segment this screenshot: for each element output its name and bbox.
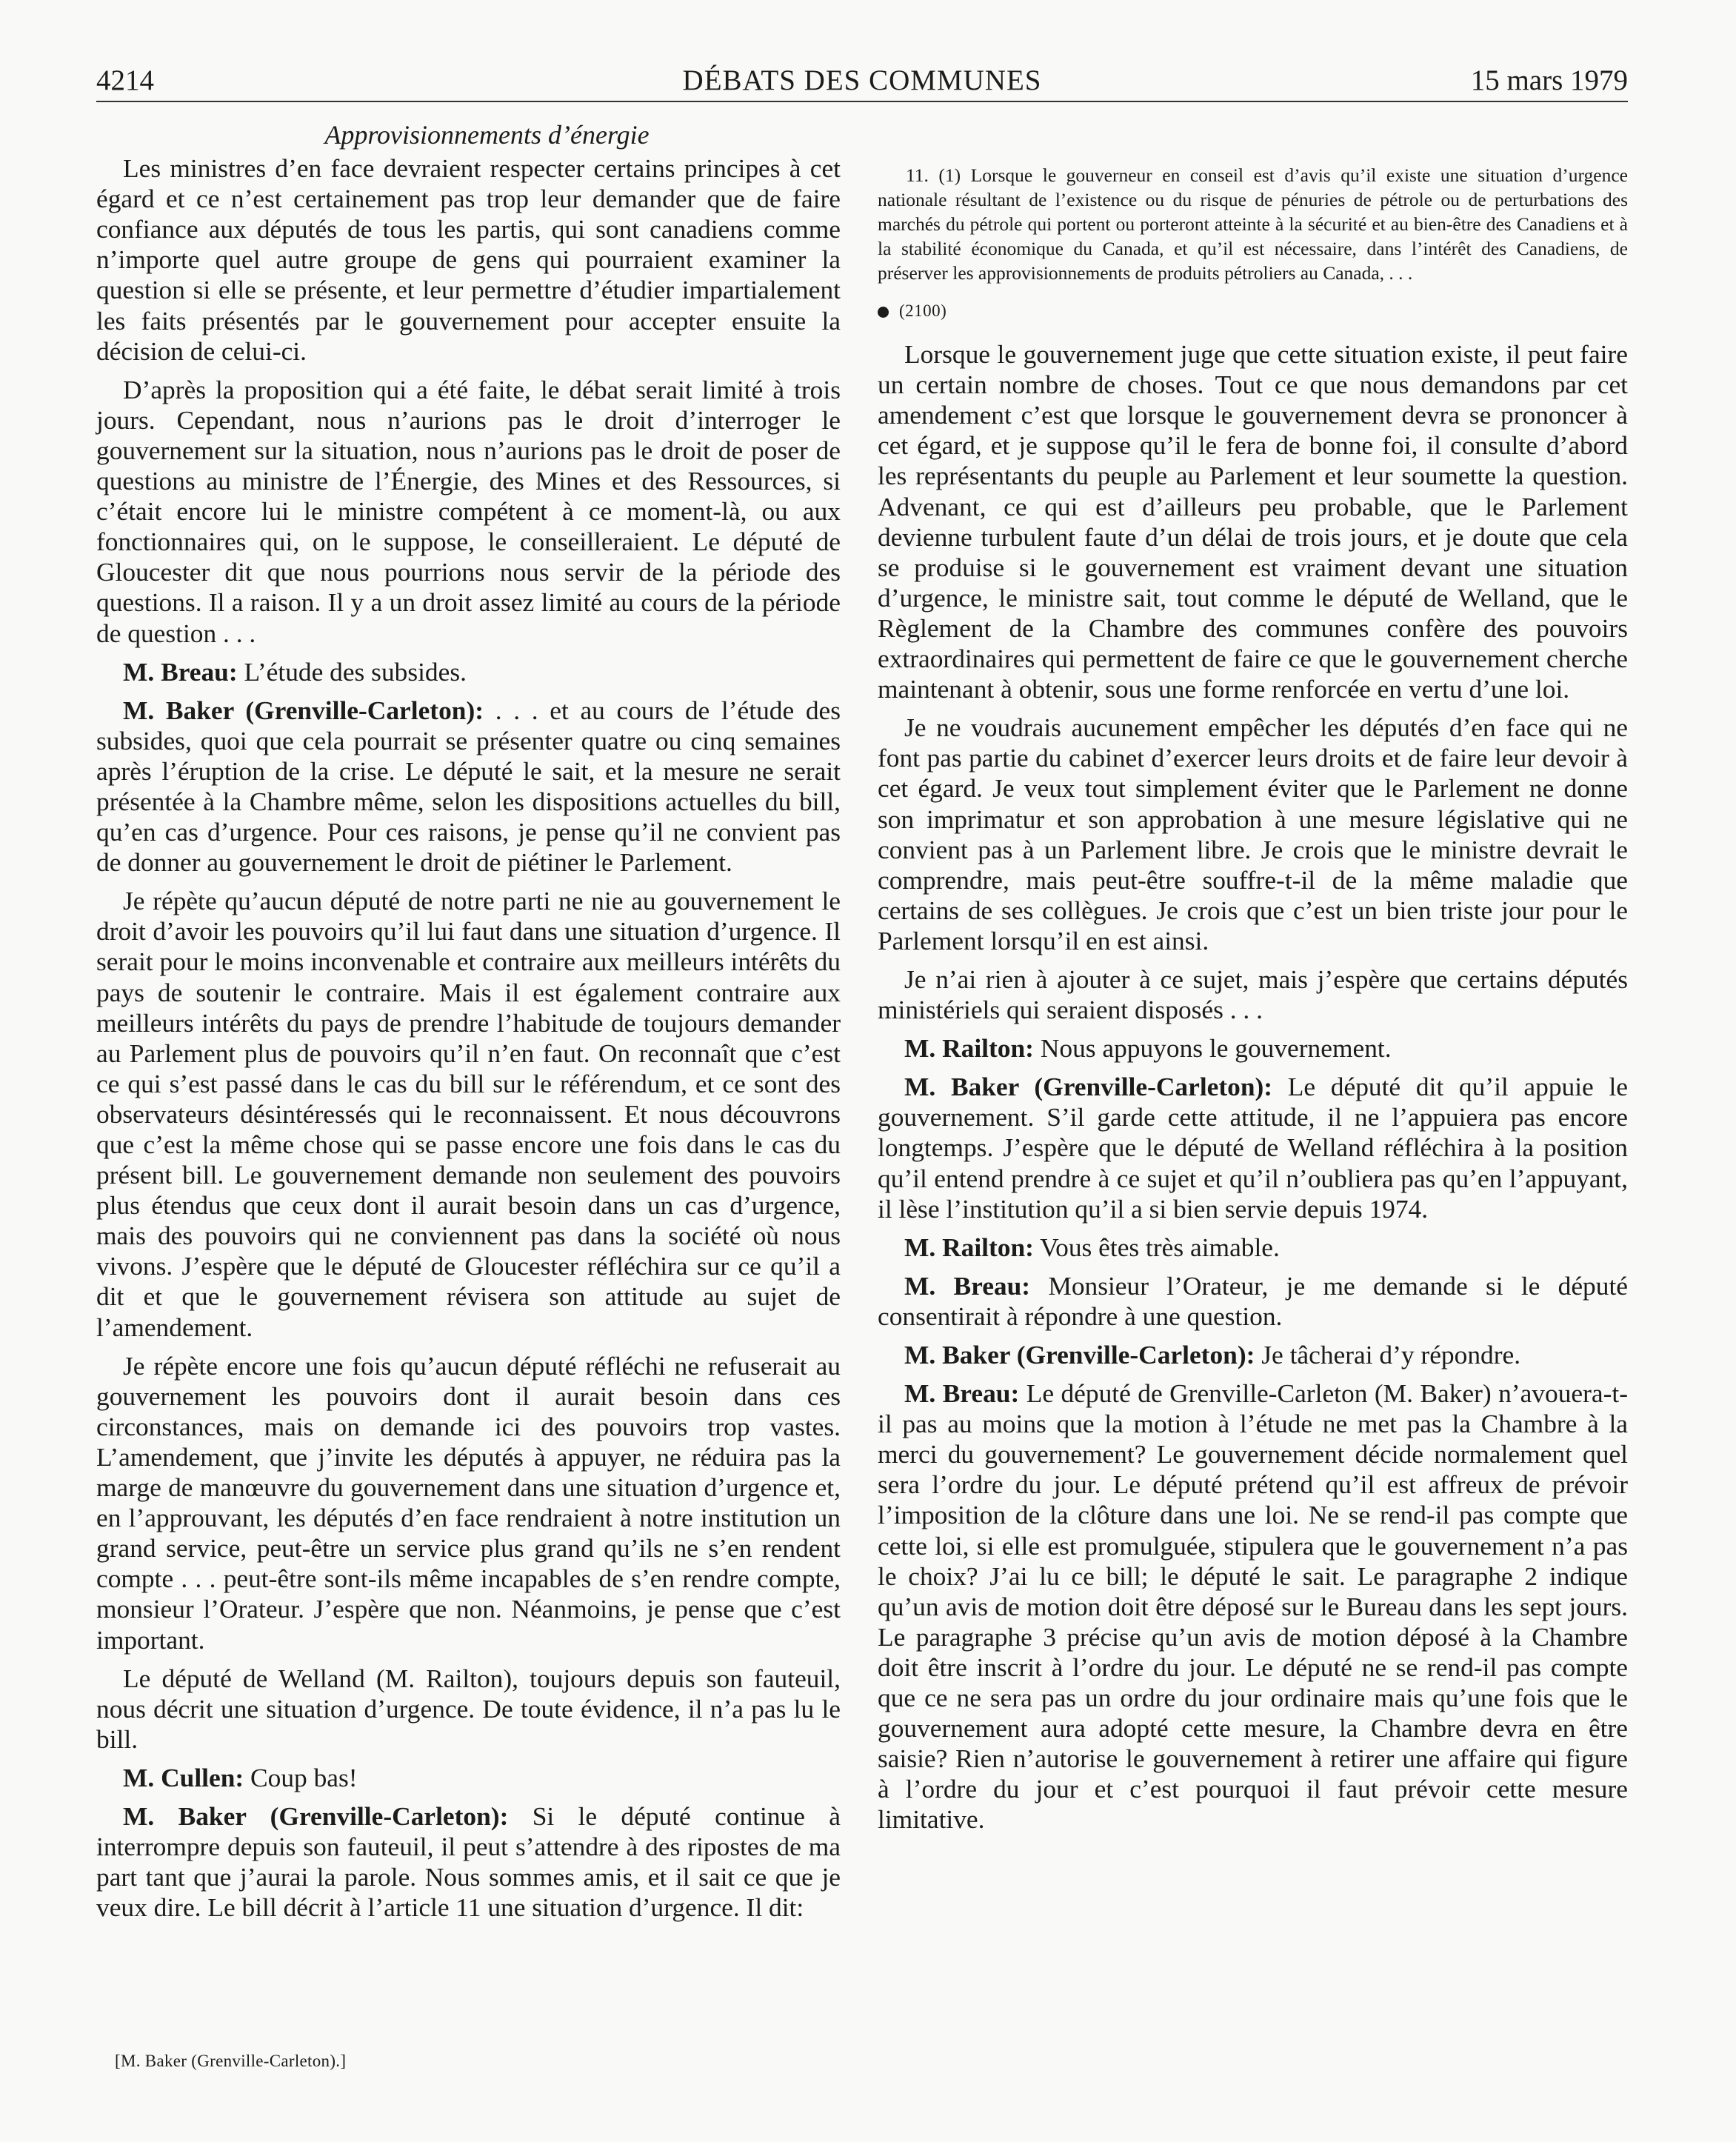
paragraph: Le député de Welland (M. Railton), toujours depuis son fauteuil, nous décrit une situation d’urgence. De toute évidence, il n’a pas lu le bill. xyxy=(96,1663,841,1754)
speech xyxy=(96,657,841,687)
paragraph: Je n’ai rien à ajouter à ce sujet, mais j’espère que certains députés ministériels qui seraient disposés . . . xyxy=(878,964,1628,1025)
speech xyxy=(878,1033,1628,1064)
timestamp xyxy=(878,296,1628,326)
speaker-name: M. Railton: xyxy=(904,1232,1034,1262)
speaker-name: M. Breau: xyxy=(123,656,238,687)
publication-date: 15 mars 1979 xyxy=(1470,64,1628,96)
speaker-name: M. Railton: xyxy=(904,1033,1034,1064)
bullet-icon xyxy=(878,307,889,318)
speech-text: Le député dit qu’il appuie le gouvernement. S’il garde cette attitude, il ne l’appuiera pas encore longtemps. J’espère que le député de Welland réfléchira à la position qu’il entend prendre à ce sujet et qu’il n’oubliera pas qu’en l’appuyant, il lèse l’institution qu’il a si bien servie depuis 1974. xyxy=(878,1072,1628,1224)
speaker-name: M. Baker (Grenville-Carleton): xyxy=(123,1801,509,1831)
paragraph: D’après la proposition qui a été faite, le débat serait limité à trois jours. Cependant, nous n’aurions pas le droit d’interroger le gouvernement sur la situation, nous n’aurions pas le droit de poser de questions au ministre de l’Énergie, des Mines et des Ressources, si c’était encore lui le ministre compétent à ce moment-là, ou aux fonctionnaires qui, on le suppose, le conseilleraient. Le député de Gloucester dit que nous pourrions nous servir de la période des questions. Il a raison. Il y a un droit assez limité au cours de la période de question . . . xyxy=(96,374,841,648)
speech xyxy=(96,695,841,878)
publication-title: DÉBATS DES COMMUNES xyxy=(682,64,1042,96)
paragraph: Lorsque le gouvernement juge que cette situation existe, il peut faire un certain nombre de choses. Tout ce que nous demandons par cet amendement c’est que lorsque le gouvernement devra se prononcer à cet égard, et je suppose qu’il le fera de bonne foi, il consulte d’abord les représentants du peuple au Parlement et leur soumette la question. Advenant, ce qui est d’ailleurs peu probable, que le Parlement devienne turbulent faute d’un délai de trois jours, et je doute que cela se produise si le gouvernement est vraiment devant une situation d’urgence, le ministre sait, tout comme le député de Welland, que le Règlement de la Chambre des communes confère des pouvoirs extraordinaires qui permettent de faire ce que le gouvernement cherche maintenant à obtenir, sous une forme renforcée en vertu d’une loi. xyxy=(878,339,1628,704)
speaker-footnote: [M. Baker (Grenville-Carleton).] xyxy=(115,2052,347,2070)
speaker-name: M. Breau: xyxy=(904,1378,1020,1409)
timestamp-text: (2100) xyxy=(899,301,947,320)
paragraph: Les ministres d’en face devraient respecter certains principes à cet égard et ce n’est certainement pas trop leur demander que de faire confiance aux députés de tous les partis, qui sont canadiens comme n’importe quel autre groupe de gens qui pourraient examiner la question si elle se présente, et leur permettre d’étudier impartialement les faits présentés par le gouvernement pour accepter ensuite la décision de celui-ci. xyxy=(96,153,841,366)
speaker-name: M. Breau: xyxy=(904,1270,1031,1301)
speech-text: Monsieur l’Orateur, je me demande si le député consentirait à répondre à une question. xyxy=(878,1270,1628,1331)
speech-text: Le député de Grenville-Carleton (M. Baker) n’avouera-t-il pas au moins que la motion à l’étude ne met pas la Chambre à la merci du gouvernement? Le gouvernement décide normalement quel sera l’ordre du jour. Le député prétend qu’il est affreux de prévoir l’imposition de la clôture dans une loi. Ne se rend-il pas compte que cette loi, si elle est promulguée, stipulera que le gouvernement n’a pas le choix? J’ai lu ce bill; le député le sait. Le paragraphe 2 indique qu’un avis de motion doit être déposé sur le Bureau dans les sept jours. Le paragraphe 3 précise qu’un avis de motion déposé à la Chambre doit être inscrit à l’ordre du jour. Le député ne se rend-il pas compte que ce ne sera pas un ordre du jour ordinaire mais qu’une fois que le gouvernement aura adopté cette mesure, la Chambre devra en être saisie? Rien n’autorise le gouvernement à retirer une affaire qui figure à l’ordre du jour et c’est pourquoi il faut prévoir cette mesure limitative. xyxy=(878,1378,1628,1835)
speech xyxy=(878,1271,1628,1332)
speech xyxy=(878,1232,1628,1263)
speaker-name: M. Baker (Grenville-Carleton): xyxy=(904,1072,1273,1102)
left-column xyxy=(96,120,841,1931)
speech-text: Vous êtes très aimable. xyxy=(1033,1232,1280,1262)
paragraph: Je répète encore une fois qu’aucun député réfléchi ne refuserait au gouvernement les pouvoirs dont il aurait besoin dans ces circonstances, mais on demande ici des pouvoirs trop vastes. L’amendement, que j’invite les députés à appuyer, ne réduira pas la marge de manœuvre du gouvernement dans une situation d’urgence et, en l’approuvant, les députés d’en face rendraient à notre institution un grand service, peut-être un service plus grand qu’ils ne s’en rendent compte . . . peut-être sont-ils même incapables de s’en rendre compte, monsieur l’Orateur. J’espère que non. Néanmoins, je pense que c’est important. xyxy=(96,1350,841,1655)
section-title: Approvisionnements d’énergie xyxy=(324,120,650,150)
quote-text: 11. (1) Lorsque le gouverneur en conseil est d’avis qu’il existe une situation d’urgence nationale résultant de l’existence ou du risque de pénuries de pétrole ou de perturbations des marchés du pétrole qui portent ou porteront atteinte à la sécurité et au bien-être des Canadiens et à la stabilité économique du Canada, et qu’il est nécessaire, dans l’intérêt des Canadiens, de préserver les approvisionnements de produits pétroliers au Canada, . . . xyxy=(878,164,1628,284)
bill-quote xyxy=(878,163,1628,285)
speech xyxy=(96,1801,841,1923)
speaker-name: M. Cullen: xyxy=(123,1762,244,1792)
speech-text: . . . et au cours de l’étude des subsides, quoi que cela pourrait se présenter quatre ou cinq semaines après l’éruption de la crise. Le député le sait, et la mesure ne serait présentée à la Chambre même, selon les dispositions actuelles du bill, qu’en cas d’urgence. Pour ces raisons, je pense qu’il ne convient pas de donner au gouvernement le droit de piétiner le Parlement. xyxy=(96,695,841,878)
speech xyxy=(878,1378,1628,1835)
speech xyxy=(878,1340,1628,1370)
speaker-name: M. Baker (Grenville-Carleton): xyxy=(904,1340,1255,1369)
page-number: 4214 xyxy=(96,64,154,96)
paragraph: Je répète qu’aucun député de notre parti ne nie au gouvernement le droit d’avoir les pouvoirs qu’il lui faut dans une situation d’urgence. Il serait pour le moins inconvenable et contraire aux meilleurs intérêts du pays de soutenir le contraire. Mais il est également contraire aux meilleurs intérêts du pays de prendre l’habitude de toujours demander au Parlement plus de pouvoirs qu’il n’en faut. On reconnaît que c’est ce qui s’est passé dans le cas du bill sur le référendum, et ce sont des observateurs désintéressés qui le reconnaissent. Et nous découvrons que c’est la même chose qui se passe encore une fois dans le cas du présent bill. Le gouvernement demande non seulement des pouvoirs plus étendus que ceux dont il aurait besoin dans un cas d’urgence, mais des pouvoirs qui ne conviennent pas dans la société où nous vivons. J’espère que le député de Gloucester réfléchira sur ce qu’il a dit et que le gouvernement révisera son attitude au sujet de l’amendement. xyxy=(96,886,841,1342)
speaker-name: M. Baker (Grenville-Carleton): xyxy=(123,695,484,725)
speech-text: Si le député continue à interrompre depuis son fauteuil, il peut s’attendre à des ripostes de ma part tant que j’aurai la parole. Nous sommes amis, et il sait ce que je veux dire. Le bill décrit à l’article 11 une situation d’urgence. Il dit: xyxy=(96,1801,841,1923)
speech-text: Coup bas! xyxy=(244,1762,358,1792)
speech-text: Je tâcherai d’y répondre. xyxy=(1255,1340,1521,1369)
page-header xyxy=(96,59,1628,102)
speech-text: Nous appuyons le gouvernement. xyxy=(1033,1033,1392,1064)
speech-text: L’étude des subsides. xyxy=(237,656,467,687)
speech xyxy=(96,1763,841,1793)
paragraph: Je ne voudrais aucunement empêcher les députés d’en face qui ne font pas partie du cabinet d’exercer leurs droits et de faire leur devoir à cet égard. Je veux tout simplement éviter que le Parlement ne donne son imprimatur et son approbation à une mesure législative qui ne convient pas à un Parlement libre. Je crois que le ministre devrait le comprendre, mais peut-être souffre-t-il de la même maladie que certains de ses collègues. Je crois que c’est un bien triste jour pour le Parlement lorsqu’il en est ainsi. xyxy=(878,713,1628,955)
right-column xyxy=(878,120,1628,1844)
speech xyxy=(878,1072,1628,1224)
